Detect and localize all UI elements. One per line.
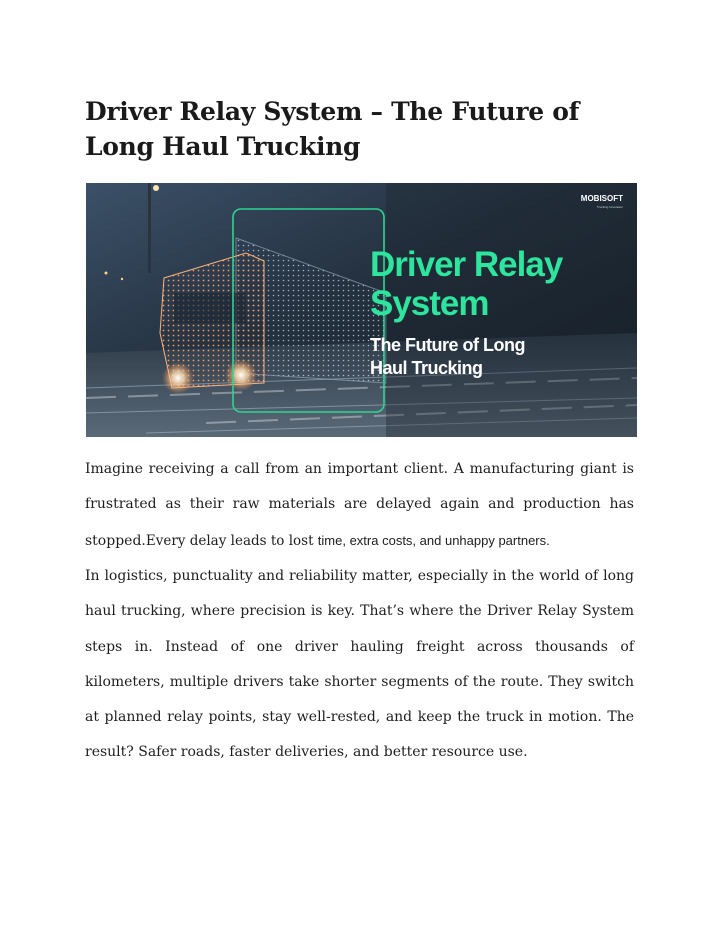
paragraph-intro-lead: Every delay leads to lost xyxy=(145,532,318,549)
article-title: Driver Relay System – The Future of Long Haul Trucking xyxy=(85,97,580,161)
hero-headline-line2: System xyxy=(370,284,489,323)
paragraph-intro-tail: time, extra costs, and unhappy partners. xyxy=(317,532,550,548)
paragraph-relay: In logistics, punctuality and reliability matter, especially in the world of long haul trucking, where precision is key. That’s where the Driver Relay System steps in. Instead of one driver hauling freight across thousands of kilometers, multiple drivers take shorter segments of the route. They switch at planned relay points, stay well-rested, and keep the truck in motion. The result? Safer roads, faster deliveries, and better resource use. xyxy=(85,568,634,761)
paragraph-intro xyxy=(85,452,634,559)
hero-sub-line2: Haul Trucking xyxy=(370,358,483,378)
paragraph-intro-main: Imagine receiving a call from an important client. A manufacturing giant is frustrated as their raw materials are delayed again and production has stopped. xyxy=(85,461,634,549)
hero-image xyxy=(86,183,637,437)
hero-sub-line1: The Future of Long xyxy=(370,335,525,355)
hero-headline-line1: Driver Relay xyxy=(370,245,563,284)
hero-brand: MOBISOFT xyxy=(580,194,623,203)
hero-brand-tagline: Trucking Innovation xyxy=(596,205,623,209)
